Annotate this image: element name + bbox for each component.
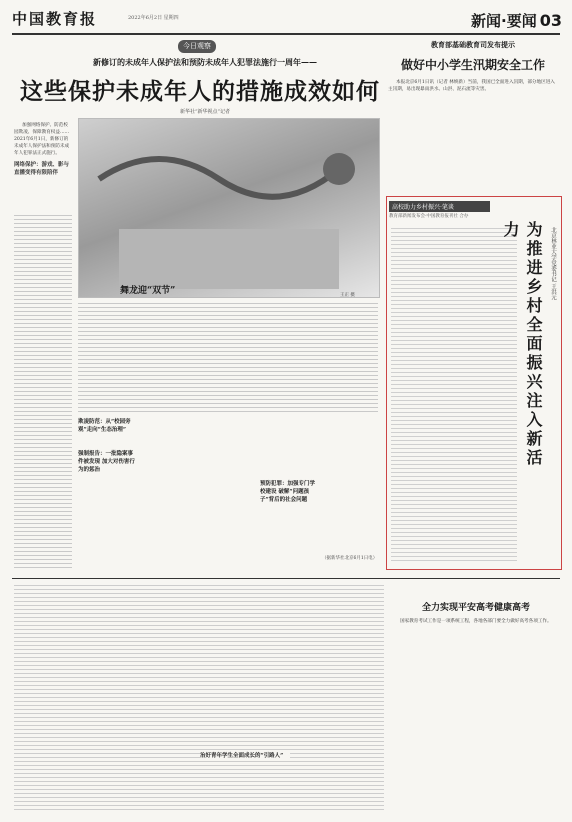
dragon-dance-illustration	[79, 119, 379, 297]
right-kicker: 教育部基础教育司发布提示	[431, 40, 515, 49]
commentary-tag: 高校助力乡村振兴·笔谈	[389, 201, 490, 212]
section-rule	[12, 578, 560, 579]
lower-subhead: 治好青年学生全面成长的“引路人”	[200, 752, 290, 760]
bottom-right-article	[392, 600, 560, 798]
lead-byline: 新华社“新华视点”记者	[179, 109, 231, 115]
lead-headline: 这些保护未成年人的措施成效如何	[20, 78, 380, 105]
section-label	[471, 10, 562, 31]
photo-credit: 王正 摄	[340, 293, 355, 298]
lead-subhead-4: 预防犯罪：加强专门学校建设 破解“问题孩子”背后的社会问题	[260, 481, 316, 503]
commentary-title: 为推进乡村全面振兴注入新活力	[501, 221, 543, 468]
section-name: 新闻·要闻	[471, 12, 537, 30]
text-lines	[78, 300, 378, 415]
lead-kicker: 新修订的未成年人保护法和预防未成年人犯罪法施行一周年——	[93, 57, 317, 67]
page-number: 03	[539, 11, 562, 30]
bottom-body-text: 国家教育考试工作是一项系统工程，各地各部门要全力做好高考各项工作。	[400, 619, 552, 624]
lead-subhead-1: 网络保护：游戏、影与直播变得有限陪伴	[14, 162, 70, 176]
bottom-body	[392, 618, 560, 798]
text-lines	[14, 212, 72, 568]
masthead-rule	[12, 33, 560, 35]
bottom-headline: 全力实现平安高考健康高考	[421, 603, 530, 613]
newspaper-masthead: 中国教育报	[12, 10, 98, 28]
lead-photo	[78, 118, 380, 298]
lead-body	[78, 300, 378, 570]
commentary-box	[386, 196, 562, 570]
right-top-article	[388, 40, 558, 171]
right-lead	[388, 79, 558, 171]
commentary-author: 北京林业大学党委书记 王洪元	[550, 227, 556, 301]
lead-intro: 加强网络保护、防范校园欺凌、保障教育权益……2021年6月1日，新修订的未成年人保护法和预防未成年人犯罪法正式施行。	[14, 123, 70, 156]
issue-date: 2022年6月2日 星期四	[128, 15, 179, 21]
lead-subhead-3: 强制报告：一批隐案事件被发现 加大对伤害行为的惩治	[78, 451, 135, 473]
lead-dateline-end: （据新华社北京6月1日电）	[322, 556, 378, 561]
right-lead-text: 本报北京6月1日讯（记者 林焕新）当前，我国已全面进入汛期，部分地区进入主汛期，易出现暴雨洪水、山洪、泥石流等灾害。	[388, 80, 555, 92]
lead-tag: 今日观察	[178, 40, 216, 53]
right-headline: 做好中小学生汛期安全工作	[400, 58, 545, 72]
lead-subhead-2: 欺凌防范：从“校园旁观”走向“生态治理”	[78, 419, 131, 433]
commentary-bar: 教育部新闻发布会·中国教育报刊社 合办	[389, 214, 469, 219]
lead-column-1	[14, 122, 72, 570]
lower-text-block	[14, 582, 384, 812]
photo-caption: 舞龙迎“双节”	[120, 286, 176, 296]
